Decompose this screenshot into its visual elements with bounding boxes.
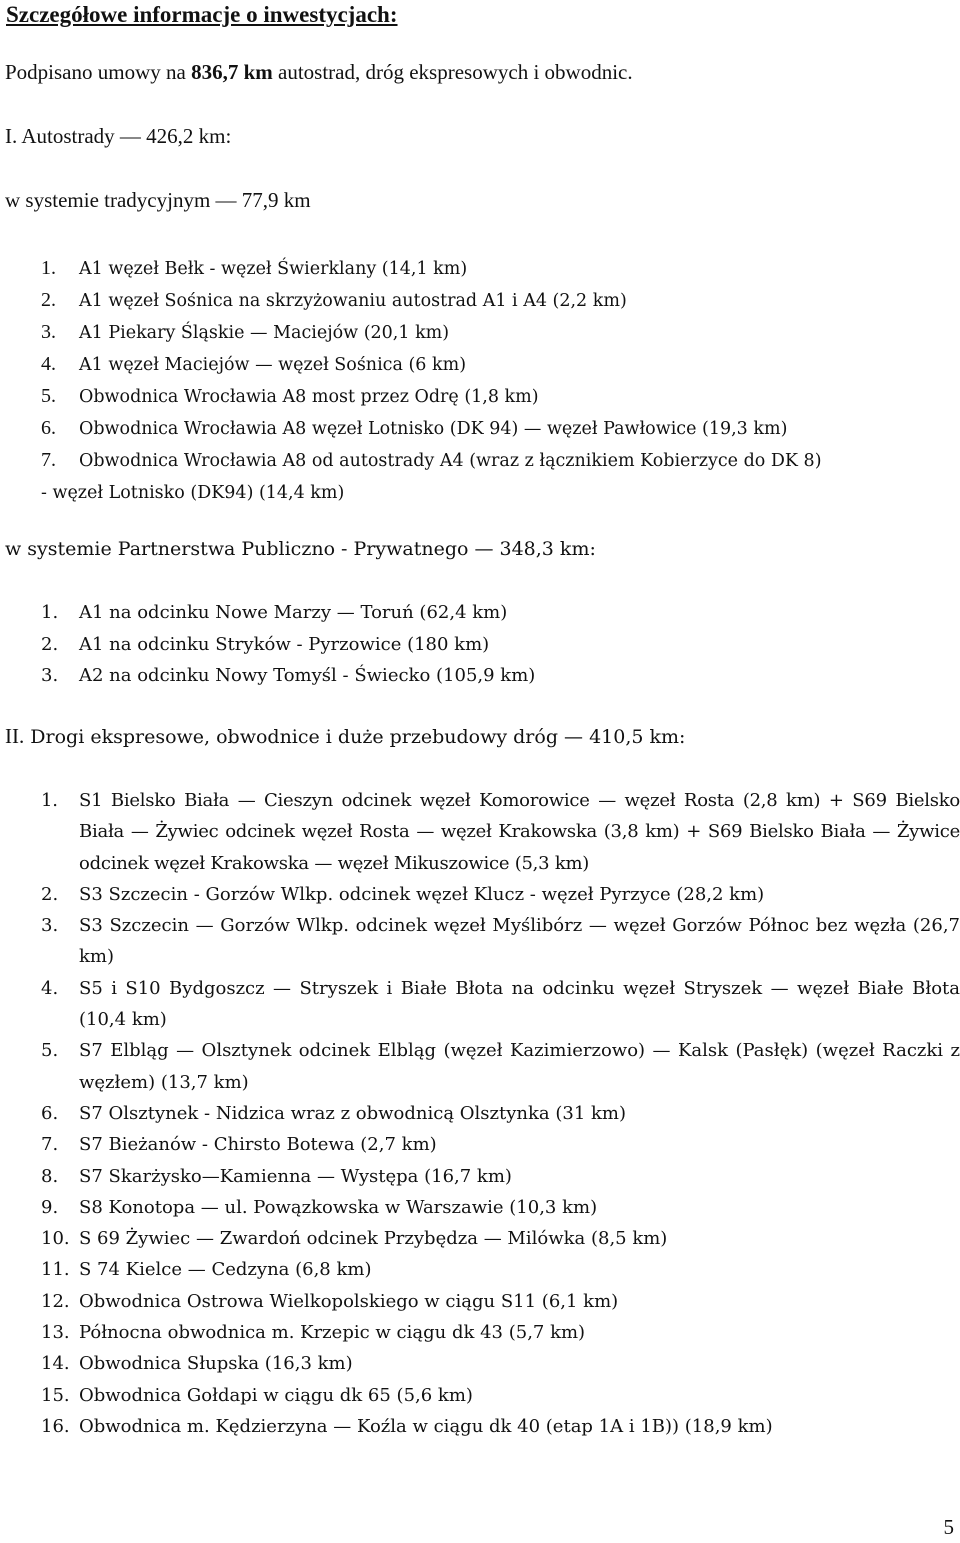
list-item: 16. Obwodnica m. Kędzierzyna — Koźla w ciągu dk 40 (etap 1A i 1B)) (18,9 km) — [41, 1415, 773, 1437]
intro-suffix: autostrad, dróg ekspresowych i obwodnic. — [272, 60, 633, 84]
list-item: 12. Obwodnica Ostrowa Wielkopolskiego w ciągu S11 (6,1 km) — [41, 1290, 619, 1312]
list-item: 1. A1 węzeł Bełk - węzeł Świerklany (14,1 km) — [41, 257, 468, 279]
list-item: 9. S8 Konotopa — ul. Powązkowska w Warszawie (10,3 km) — [41, 1196, 598, 1218]
list-item: 2. S3 Szczecin - Gorzów Wlkp. odcinek węzeł Klucz - węzeł Pyrzyce (28,2 km) — [41, 883, 765, 905]
list-item: 7. S7 Bieżanów - Chirsto Botewa (2,7 km) — [41, 1134, 437, 1156]
section1-heading: I. Autostrady — 426,2 km: — [5, 124, 232, 148]
intro-total-km: 836,7 km — [191, 60, 273, 84]
section2-roman-numeral: II. — [5, 724, 25, 748]
list-item: 1. A1 na odcinku Nowe Marzy — Toruń (62,4 km) — [41, 602, 508, 623]
page-number: 5 — [943, 1515, 954, 1539]
list-item: 2. A1 węzeł Sośnica na skrzyżowaniu autostrad A1 i A4 (2,2 km) — [41, 289, 627, 311]
traditional-motorways-list — [41, 253, 951, 509]
intro-paragraph — [5, 60, 633, 85]
list-item: 3. A1 Piekary Śląskie — Maciejów (20,1 km) — [41, 321, 450, 343]
list-item: 5. S7 Elbląg — Olsztynek odcinek Elbląg (węzeł Kazimierzowo) — Kalsk (Pasłęk) (węzeł Raczki z węzłem) (13,7 km) — [41, 1040, 960, 1093]
section1-subheading: w systemie tradycyjnym — 77,9 km — [5, 188, 311, 212]
list-item: 4. A1 węzeł Maciejów — węzeł Sośnica (6 km) — [41, 353, 467, 375]
expressways-list — [41, 785, 960, 1442]
page-title: Szczegółowe informacje o inwestycjach: — [6, 2, 398, 27]
section2-title: Drogi ekspresowe, obwodnice i duże przebudowy dróg — 410,5 km: — [24, 726, 686, 748]
list-item: 3. A2 na odcinku Nowy Tomyśl - Świecko (105,9 km) — [41, 665, 536, 686]
list-item: 1. S1 Bielsko Biała — Cieszyn odcinek węzeł Komorowice — węzeł Rosta (2,8 km) + S69 Bielsko Biała — Żywiec odcinek węzeł Rosta — węzeł Krakowska (3,8 km) + S69 Bielsko Biała — Żywice odcinek węzeł Krakowska — węzeł Mikuszowice (5,3 km) — [41, 790, 960, 874]
list-item: 3. S3 Szczecin — Gorzów Wlkp. odcinek węzeł Myślibórz — węzeł Gorzów Północ bez węzła (26,7 km) — [41, 915, 960, 968]
list-item: 5. Obwodnica Wrocławia A8 most przez Odrę (1,8 km) — [41, 385, 539, 407]
ppp-motorways-list — [41, 597, 951, 692]
list-item: 13. Północna obwodnica m. Krzepic w ciągu dk 43 (5,7 km) — [41, 1322, 586, 1344]
list-item: 4. S5 i S10 Bydgoszcz — Stryszek i Białe Błota na odcinku węzeł Stryszek — węzeł Białe Błota (10,4 km) — [41, 977, 960, 1031]
section2-heading — [5, 724, 685, 749]
list-item-continuation: - węzeł Lotnisko (DK94) (14,4 km) — [41, 483, 345, 503]
list-item: 6. S7 Olsztynek - Nidzica wraz z obwodnicą Olsztynka (31 km) — [41, 1102, 627, 1124]
list-item: 15. Obwodnica Gołdapi w ciągu dk 65 (5,6 km) — [41, 1384, 473, 1406]
list-item: 7. Obwodnica Wrocławia A8 od autostrady A4 (wraz z łącznikiem Kobierzyce do DK 8) — [41, 449, 822, 471]
list-item: 2. A1 na odcinku Stryków - Pyrzowice (180 km) — [41, 633, 490, 655]
list-item: 10. S 69 Żywiec — Zwardoń odcinek Przybędza — Milówka (8,5 km) — [41, 1228, 668, 1250]
list-item: 14. Obwodnica Słupska (16,3 km) — [41, 1353, 353, 1375]
list-item: 6. Obwodnica Wrocławia A8 węzeł Lotnisko (DK 94) — węzeł Pawłowice (19,3 km) — [41, 417, 788, 439]
ppp-heading: w systemie Partnerstwa Publiczno - Prywatnego — 348,3 km: — [5, 538, 596, 560]
list-item: 8. S7 Skarżysko—Kamienna — Występa (16,7 km) — [41, 1165, 512, 1187]
intro-prefix: Podpisano umowy na — [5, 60, 192, 84]
list-item: 11. S 74 Kielce — Cedzyna (6,8 km) — [41, 1259, 372, 1281]
